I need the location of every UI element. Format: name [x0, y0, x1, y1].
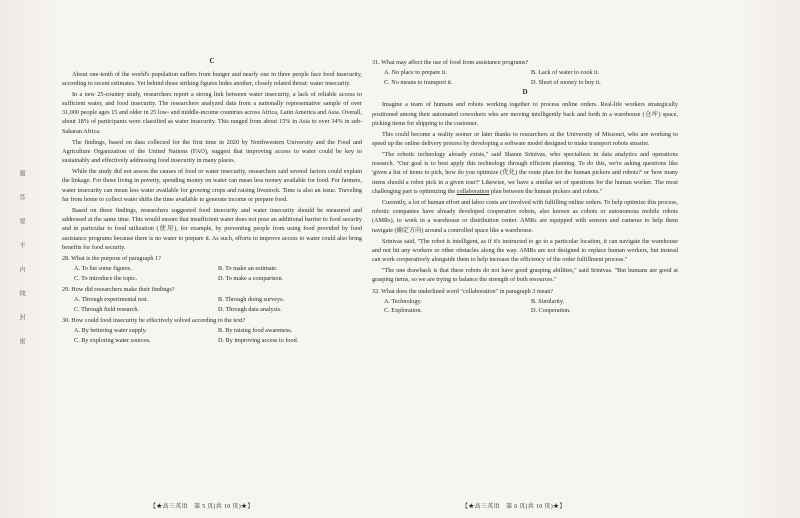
passage-paragraph: Imagine a team of humans and robots working together to process online orders. Real-life workers strategically positioned among their automated coworkers who are moving intelligently back and forth in a warehouse (仓库) space, picking items for shipping to the customer.: [372, 101, 678, 127]
passage-paragraph: Based on these findings, researchers suggested food insecurity and water insecurity should be measured and addressed at the same time. This would ensure that insufficient water does not pose an additional barrier to food security and in particular to food utilization (使用), for example, by preventing people from using food provided by food assistance programs because there is no water to prepare it. As such, efforts to improve access to water could also bring benefits for food security.: [62, 206, 362, 251]
option: D. By improving access to food.: [218, 336, 299, 344]
question-32-options: [372, 297, 678, 316]
option: D. Through data analysis.: [218, 305, 282, 313]
option: C. By exploring water sources.: [74, 336, 151, 344]
page-footer-left: 【★高三英语 第 5 页(共 10 页)★】: [150, 504, 254, 510]
question-30-options: [62, 326, 362, 345]
binding-margin: [14, 170, 26, 344]
option: B. Through doing surveys.: [218, 296, 285, 304]
option: C. Through field research.: [74, 305, 140, 313]
option: D. To make a comparison.: [218, 274, 284, 282]
passage-paragraph: This could become a reality sooner or later thanks to researchers at the University of Missouri, who are working to speed up the online delivery process by developing a software model designed to make transport robots smarter.: [372, 130, 678, 148]
question-31-options: [372, 68, 678, 87]
option: C. Exploration.: [384, 307, 422, 315]
passage-paragraph: While the study did not assess the causes of food or water insecurity, researchers said several factors could explain the linkage. For those living in poverty, spending money on water can mean less money available for food. For farmers, water insecurity can mean less water available for growing crops and raising livestock. Time is also an issue. Traveling far from home to collect water shifts the time available to generate income or prepare food.: [62, 167, 362, 203]
passage-paragraph: "The one drawback is that these robots do not have good grasping abilities," said Srinivas. "But humans are good at grasping items, so we are trying to balance the strength of both resources.": [372, 266, 678, 284]
section-heading-c: C: [209, 57, 215, 65]
underlined-word: collaboration: [456, 188, 490, 196]
option: D. Short of money to buy it.: [531, 78, 601, 86]
option: A. To list some figures.: [74, 265, 132, 273]
question-29-options: [62, 295, 362, 314]
option: C. To introduce the topic.: [74, 274, 138, 282]
left-column: [62, 56, 362, 345]
paragraph-text: "The robotic technology already exists," said Sharan Srinivas, who specializes in data analytics and operations research. "Our goal is to best apply this technology through efficient planning. To do this, we're asking questions like 'given a list of items to pick, how do you optimize (优化) the route plan for the human pickers and robots?' or 'how many items should a robot pick in a given tour?' Likewise, we have a similar set of questions for the human worker. The most challenging part is optimizing the: [372, 150, 678, 196]
margin-label: 密: [18, 338, 24, 344]
option: B. Similarity.: [531, 297, 565, 305]
section-heading-d: D: [522, 87, 528, 96]
margin-label: 题: [18, 170, 24, 176]
option: A. No place to prepare it.: [384, 69, 447, 77]
passage-paragraph: The findings, based on data collected for the first time in 2020 by Northwestern University and the Food and Agriculture Organization of the United Nations (FAO), suggest that improving access to water could be key to sustainably and effectively addressing food insecurity in many places.: [62, 138, 362, 165]
option: D. Cooperation.: [531, 307, 571, 315]
margin-label: 不: [18, 242, 24, 248]
right-column: [372, 56, 678, 315]
margin-label: 内: [18, 266, 24, 272]
question-32: 32. What does the underlined word "collaboration" in paragraph 3 mean?: [372, 287, 554, 295]
page-footer-right: 【★高三英语 第 6 页(共 10 页)★】: [462, 504, 566, 510]
passage-paragraph: Srinivas said, "The robot is intelligent, as if it's instructed to go to a particular location, it can navigate the warehouse and not hit any workers or other obstacles along the way. AMRs are not designed to replace human workers, but instead can work cooperatively alongside them to help increase the efficiency of the order fulfillment process.": [372, 237, 678, 264]
option: A. By bettering water supply.: [74, 327, 147, 335]
paragraph-text: plan between the human pickers and robots.": [490, 188, 603, 196]
option: B. To make an estimate.: [218, 265, 278, 273]
option: A. Through experimental test.: [74, 296, 149, 304]
option: A. Technology.: [384, 297, 422, 305]
question-31: 31. What may affect the use of food from assistance programs?: [372, 59, 529, 66]
question-28-options: [62, 264, 362, 283]
question-28: 28. What is the purpose of paragraph 1?: [62, 255, 161, 263]
passage-paragraph: In a new 25-country study, researchers report a strong link between water insecurity, a lack of reliable access to sufficient water, and food insecurity. The researchers analyzed data from a nationally representative sample of over 31,000 people ages 15 and older in 25 low- and middle-income countries across Africa, Latin America and Asia. Overall, about 18% of participants were classified as water insecurity. This ranged from about 15% in Asia to over 34% in sub-Saharan Africa.: [62, 90, 362, 135]
question-29: 29. How did researchers make their findings?: [62, 286, 175, 294]
question-30: 30. How could food insecurity be effectively solved according to the text?: [62, 316, 246, 324]
option: C. No means to transport it.: [384, 78, 453, 86]
option: B. By raising food awareness.: [218, 327, 293, 335]
passage-paragraph: [372, 150, 678, 196]
margin-label: 线: [18, 290, 24, 296]
passage-paragraph: Currently, a lot of human effort and labor costs are involved with fulfilling online orders. To help optimize this process, robotic companies have already developed cooperative robots, also known as cobots or autonomous mobile robots (AMRs), to work in a warehouse or distribution center. AMRs are equipped with sensors and cameras to help them navigate (确定方向) around a controlled space like a warehouse.: [372, 198, 678, 234]
margin-label: 封: [18, 314, 24, 320]
passage-paragraph: About one-tenth of the world's population suffers from hunger and nearly one in three people face food insecurity, according to recent estimates. Yet behind those striking figures hides another, closely related threat: water insecurity.: [62, 70, 362, 87]
margin-label: 要: [18, 218, 24, 224]
option: B. Lack of water to cook it.: [531, 69, 600, 77]
margin-label: 答: [18, 194, 24, 200]
